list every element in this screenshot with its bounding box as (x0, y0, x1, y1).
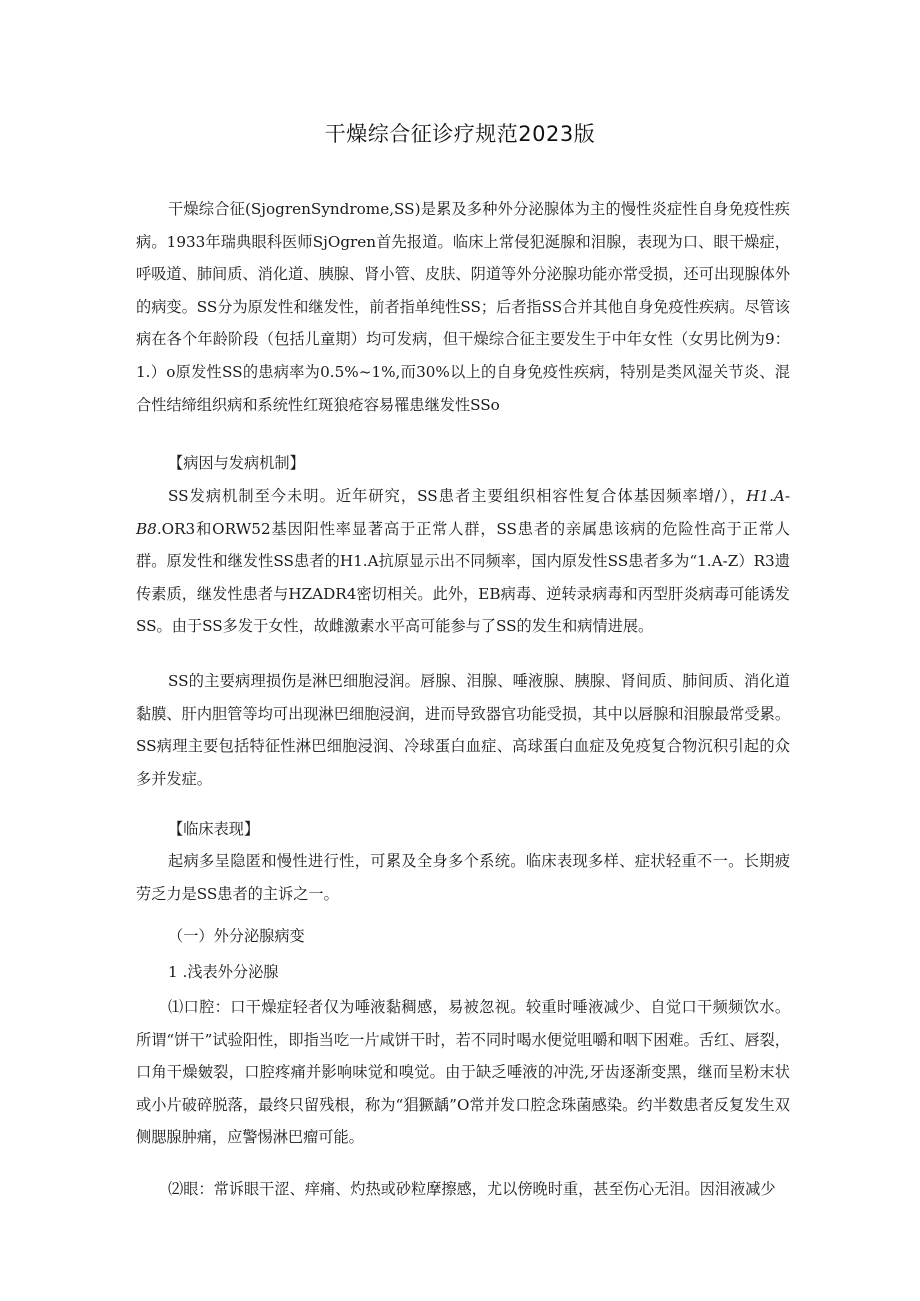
section-heading-clinical: 【临床表现】 (168, 820, 260, 838)
etiology-paragraph-1 (136, 480, 790, 643)
subheading-superficial: 1 .浅表外分泌腺 (168, 963, 279, 981)
clinical-paragraph-1: 起病多呈隐匿和慢性进行性，可累及全身多个系统。临床表现多样、症状轻重不一。长期疲劳乏力是SS患者的主诉之一。 (136, 852, 790, 903)
eye-paragraph: ⑵眼：常诉眼干涩、痒痛、灼热或砂粒摩擦感，尤以傍晚时重，甚至伤心无泪。因泪液减少 (168, 1180, 776, 1198)
etiology-text-rest: OR3和ORW52基因阳性率显著高于正常人群，SS患者的亲属患该病的危险性高于正常人群。原发性和继发性SS患者的H1.A抗原显示出不同频率，国内原发性SS患者多为“1.A-Z）R3遗传素质，继发性患者与HZADR4密切相关。此外，EB病毒、逆转录病毒和丙型肝炎病毒可能诱发SS。由于SS多发于女性，故雌激素水平高可能参与了SS的发生和病情进展。 (136, 519, 790, 636)
etiology-text-start: SS发病机制至今未明。近年研究，SS患者主要组织相容性复合体基因频率增/）， (168, 487, 747, 505)
intro-paragraph: 干燥综合征(SjogrenSyndrome,SS)是累及多种外分泌腺体为主的慢性炎症性自身免疫性疾病。1933年瑞典眼科医师SjOgren首先报道。临床上常侵犯涎腺和泪腺，表现为口、眼干燥症，呼吸道、肺间质、消化道、胰腺、肾小管、皮肤、阴道等外分泌腺功能亦常受损，还可出现腺体外的病变。SS分为原发性和继发性，前者指单纯性SS；后者指SS合并其他自身免疫性疾病。尽管该病在各个年龄阶段（包括儿童期）均可发病，但干燥综合征主要发生于中年女性（女男比例为9：1.）o原发性SS的患病率为0.5%~1%,而30%以上的自身免疫性疾病，特别是类风湿关节炎、混合性结缔组织病和系统性红斑狼疮容易罹患继发性SSo (136, 200, 790, 414)
document-title: 干燥综合征诊疗规范2023版 (324, 122, 596, 146)
subheading-exocrine: （一）外分泌腺病变 (168, 927, 305, 945)
oral-paragraph: ⑴口腔：口干燥症轻者仅为唾液黏稠感，易被忽视。较重时唾液减少、自觉口干频频饮水。所谓“饼干”试验阳性，即指当吃一片咸饼干时，若不同时喝水便觉咀嚼和咽下困难。舌红、唇裂，口角干燥皴裂，口腔疼痛并影响味觉和嗅觉。由于缺乏唾液的冲洗,牙齿逐渐变黑，继而呈粉末状或小片破碎脱落，最终只留残根，称为“猖獗龋”O常并发口腔念珠菌感染。约半数患者反复发生双侧腮腺肿痛，应警惕淋巴瘤可能。 (136, 998, 790, 1147)
gene-label: H1.A-B8. (136, 487, 790, 538)
etiology-paragraph-2: SS的主要病理损伤是淋巴细胞浸润。唇腺、泪腺、唾液腺、胰腺、肾间质、肺间质、消化道黏膜、肝内胆管等均可出现淋巴细胞浸润，进而导致器官功能受损，其中以唇腺和泪腺最常受累。SS病理主要包括特征性淋巴细胞浸润、冷球蛋白血症、高球蛋白血症及免疫复合物沉积引起的众多并发症。 (136, 672, 790, 788)
section-heading-etiology: 【病因与发病机制】 (168, 454, 305, 472)
